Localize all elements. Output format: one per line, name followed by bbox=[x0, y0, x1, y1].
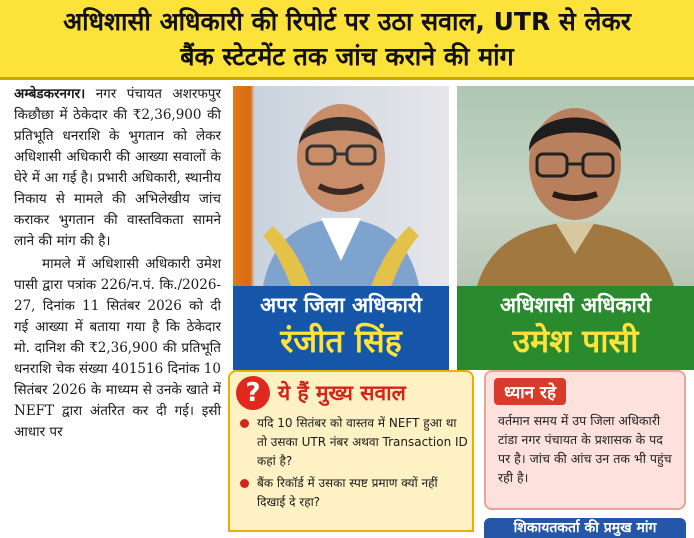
portrait-illustration-1 bbox=[233, 86, 449, 286]
question-text: बैंक रिकॉर्ड में उसका स्पष्ट प्रमाण क्यों नहीं दिखाई दे रहा? bbox=[257, 476, 438, 509]
portrait-illustration-2 bbox=[457, 86, 694, 286]
questions-list bbox=[230, 414, 472, 512]
photo-ranjeet-singh bbox=[233, 86, 449, 286]
question-mark-icon: ? bbox=[236, 376, 270, 410]
question-item bbox=[240, 414, 468, 471]
questions-title: ये हैं मुख्य सवाल bbox=[278, 381, 406, 405]
official-role: अपर जिला अधिकारी bbox=[260, 293, 422, 317]
questions-header bbox=[230, 372, 472, 412]
headline-line-2: बैंक स्टेटमेंट तक जांच कराने की मांग bbox=[180, 42, 514, 71]
attention-title: ध्यान रहे bbox=[494, 378, 566, 405]
official-role: अधिशासी अधिकारी bbox=[499, 293, 652, 317]
official-card-2 bbox=[457, 286, 694, 370]
bullet-icon bbox=[240, 419, 249, 428]
photo-umesh-pasi bbox=[457, 86, 694, 286]
attention-box bbox=[484, 370, 686, 510]
paragraph-1-text: नगर पंचायत अशरफपुर किछौछा में ठेकेदार की ₹2,36,900 की प्रतिभूति धनराशि के भुगतान को लेकर अधिशासी अधिकारी की आख्या सवालों के घेरे में आ गई है। प्रभारी अधिकारी, स्थानीय निकाय से मामले की अभिलेखीय जांच कराकर भुगतान की वास्तविकता सामने लाने की मांग की है। bbox=[14, 86, 221, 249]
official-name: रंजीत सिंह bbox=[280, 322, 402, 360]
main-questions-box bbox=[228, 370, 474, 532]
headline-banner bbox=[0, 0, 694, 80]
official-card-1 bbox=[233, 286, 449, 370]
article-body bbox=[0, 84, 227, 532]
dateline-place: अम्बेडकरनगर। bbox=[14, 86, 86, 102]
complainant-demand-heading: शिकायतकर्ता की प्रमुख मांग bbox=[484, 518, 686, 538]
article-paragraph-2: मामले में अधिशासी अधिकारी उमेश पासी द्वारा पत्रांक 226/न.पं. कि./2026-27, दिनांक 11 सितंबर 2026 को दी गई आख्या में बताया गया है कि ठेकेदार मो. दानिश की ₹2,36,900 की प्रतिभूति धनराशि चेक संख्या 401516 दिनांक 10 सितंबर 2026 के माध्यम से उनके खाते में NEFT द्वारा अंतरित कर दी गई। इसी आधार पर bbox=[14, 256, 221, 440]
question-text: यदि 10 सितंबर को वास्तव में NEFT हुआ था तो उसका UTR नंबर अथवा Transaction ID कहां है? bbox=[257, 416, 468, 468]
attention-text: वर्तमान समय में उप जिला अधिकारी टांडा नगर पंचायत के प्रशासक के पद पर है। जांच की आंच उन तक भी पहुंच रही है। bbox=[498, 413, 672, 485]
official-name: उमेश पासी bbox=[512, 322, 639, 360]
headline-line-1: अधिशासी अधिकारी की रिपोर्ट पर उठा सवाल, UTR से लेकर bbox=[63, 7, 631, 36]
article-paragraph-1 bbox=[14, 84, 221, 252]
bullet-icon bbox=[240, 479, 249, 488]
question-item bbox=[240, 474, 468, 512]
